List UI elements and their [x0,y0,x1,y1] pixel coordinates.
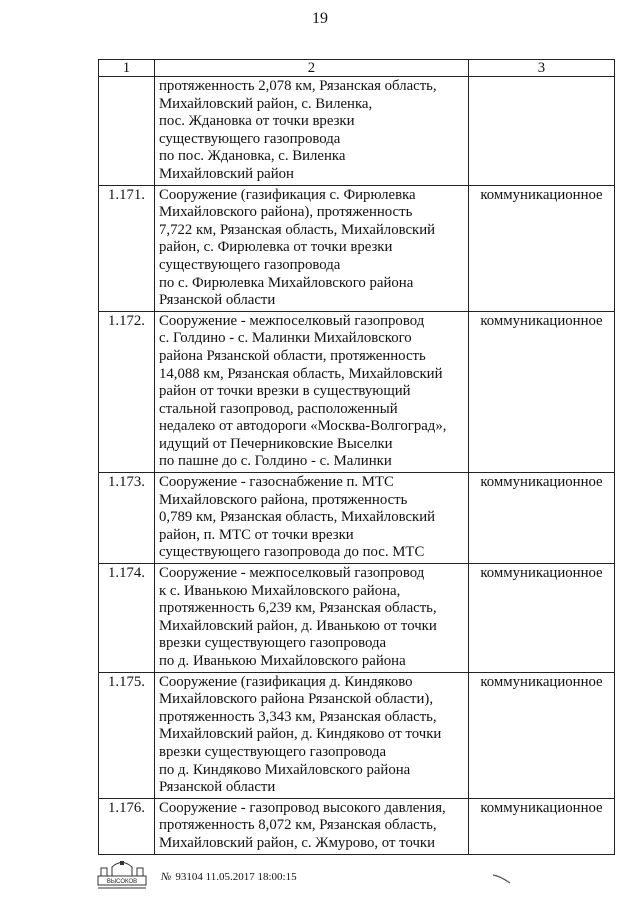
row-number: 1.174. [99,564,155,673]
document-id [161,871,297,883]
row-number: 1.171. [99,185,155,311]
row-number: 1.175. [99,672,155,798]
row-number [99,77,155,186]
row-description: Сооружение - газопровод высокого давления, протяженность 8,072 км, Рязанская область, Михайловский район, с. Жмурово, от точки [155,798,469,854]
table-row [99,77,615,186]
row-description: Сооружение - межпоселковый газопровод с. Голдино - с. Малинки Михайловского района Рязанской области, протяженность 14,088 км, Рязанская область, Михайловский район от точки врезки в существующий стальной газопровод, расположенный недалеко от автодороги «Москва-Волгоград», идущий от Печерниковские Выселки по пашне до с. Голдино - с. Малинки [155,311,469,472]
property-table [98,59,615,855]
pen-mark-icon [492,872,512,884]
row-type: коммуникационное [469,564,615,673]
column-header: 2 [155,60,469,77]
column-header: 3 [469,60,615,77]
row-type: коммуникационное [469,473,615,564]
row-description: Сооружение - межпоселковый газопровод к с. Иванькою Михайловского района, протяженность 6,239 км, Рязанская область, Михайловский район, д. Иванькою от точки врезки существующего газопровода по д. Иванькою Михайловского района [155,564,469,673]
table-row [99,564,615,673]
column-header: 1 [99,60,155,77]
table-header-row [99,60,615,77]
table-row [99,311,615,472]
row-description: Сооружение (газификация д. Киндяково Михайловского района Рязанской области), протяженность 3,343 км, Рязанская область, Михайловский район, д. Киндяково от точки врезки существующего газопровода по д. Киндяково Михайловского района Рязанской области [155,672,469,798]
table-row [99,798,615,854]
row-type [469,77,615,186]
table-row [99,473,615,564]
page-number: 19 [312,10,328,27]
row-description: Сооружение - газоснабжение п. МТС Михайловского района, протяженность 0,789 км, Рязанская область, Михайловский район, п. МТС от точки врезки существующего газопровода до пос. МТС [155,473,469,564]
row-number: 1.176. [99,798,155,854]
row-description: протяженность 2,078 км, Рязанская область, Михайловский район, с. Виленка, пос. Ждановка от точки врезки существующего газопровода по пос. Ждановка, с. Виленка Михайловский район [155,77,469,186]
number-symbol: № [161,871,172,883]
row-number: 1.173. [99,473,155,564]
row-type: коммуникационное [469,672,615,798]
document-id-text: 93104 11.05.2017 18:00:15 [175,871,297,883]
table-row [99,672,615,798]
row-type: коммуникационное [469,798,615,854]
notary-logo-icon [95,858,149,892]
row-description: Сооружение (газификация с. Фирюлевка Михайловского района), протяженность 7,722 км, Рязанская область, Михайловский район, с. Фирюлевка от точки врезки существующего газопровода по с. Фирюлевка Михайловского района Рязанской области [155,185,469,311]
logo-text: ВЫСОКОВ [106,879,138,885]
row-type: коммуникационное [469,185,615,311]
table-row [99,185,615,311]
document-footer [95,858,395,892]
row-type: коммуникационное [469,311,615,472]
row-number: 1.172. [99,311,155,472]
